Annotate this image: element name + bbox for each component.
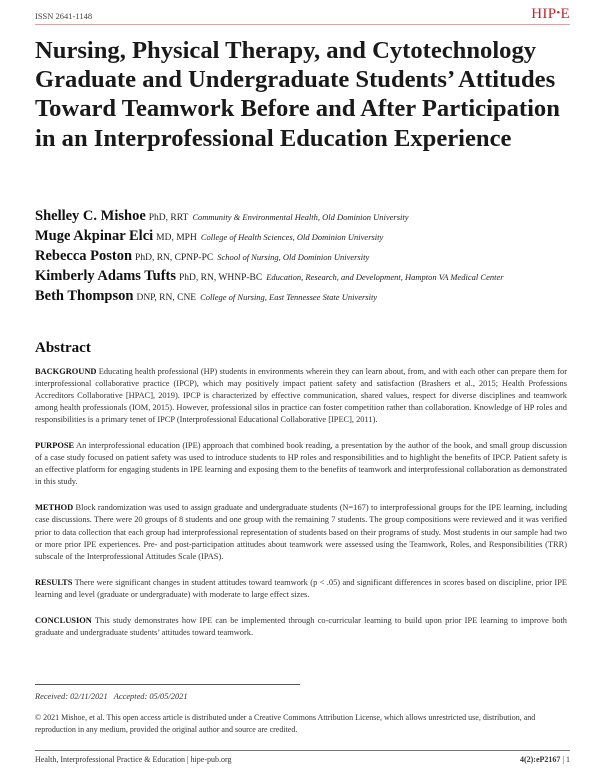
section-text: Block randomization was used to assign graduate and undergraduate students (N=167) to interprofessional groups for the IPE learning, including case discussions. There were 20 groups of 8 students and one group with the remaining 7 students. The group compositions were reviewed and it was verified prior to data collection that each group had interprofessional representation of students based on their programs of study. Most students in our sample had two or more prior IPE experiences. Pre- and post-participation attitudes about teamwork were assessed using the Teamwork, Roles, and Responsibilities (TRR) subscale of the Interprofessional Attitudes Scale (IPAS). <box>35 503 568 561</box>
article-dates <box>35 692 188 701</box>
section-label: RESULTS <box>35 577 73 587</box>
abstract-purpose <box>35 440 567 488</box>
page-number: | 1 <box>562 755 570 764</box>
abstract-background <box>35 366 567 426</box>
author-affiliation: School of Nursing, Old Dominion University <box>217 252 370 262</box>
received-date: 02/11/2021 <box>70 692 108 701</box>
author-entry <box>35 250 565 264</box>
issn-label: ISSN 2641-1148 <box>35 11 93 21</box>
logo-dot: • <box>556 7 561 19</box>
article-title: Nursing, Physical Therapy, and Cytotechnology Graduate and Undergraduate Students’ Attitudes Toward Teamwork Before and After Participation in an Interprofessional Education Experience <box>35 37 560 152</box>
abstract-body <box>35 366 567 653</box>
journal-logo <box>531 6 570 23</box>
author-credentials: PhD, RN, CPNP-PC <box>135 253 214 263</box>
author-name: Muge Akpinar Elci <box>35 228 154 244</box>
logo-left: HIP <box>531 6 557 22</box>
author-credentials: PhD, RRT <box>148 213 189 223</box>
header-rule <box>35 24 570 25</box>
author-affiliation: Community & Environmental Health, Old Dominion University <box>192 212 409 222</box>
journal-citation: Health, Interprofessional Practice & Education | hipe-pub.org <box>35 755 232 764</box>
accepted-label: Accepted: <box>113 692 148 701</box>
author-credentials: DNP, RN, CNE <box>136 293 197 303</box>
logo-right: E <box>560 6 570 22</box>
received-label: Received: <box>35 692 69 701</box>
abstract-conclusion <box>35 615 567 639</box>
page-footer <box>35 750 570 764</box>
author-entry <box>35 230 565 244</box>
author-name: Shelley C. Mishoe <box>35 208 146 224</box>
author-entry <box>35 270 565 284</box>
abstract-method <box>35 502 567 562</box>
author-name: Beth Thompson <box>35 288 134 304</box>
volume-issue: 4(2):eP2167 <box>519 755 561 764</box>
author-credentials: MD, MPH <box>156 233 197 243</box>
author-affiliation: College of Health Sciences, Old Dominion University <box>200 232 384 242</box>
author-entry <box>35 290 565 304</box>
author-list <box>35 210 565 310</box>
dates-rule <box>35 684 300 685</box>
accepted-date: 05/05/2021 <box>149 692 188 701</box>
section-text: An interprofessional education (IPE) approach that combined book reading, a presentation by the author of the book, and small group discussion of a case study focused on patient safety was used to introduce students to HP roles and responsibilities and to highlight the benefits of IPCP. Patient safety is an effective platform for engaging students in IPE learning and exposing them to the benefits of teamwork and interprofessional collaboration as demonstrated in this study. <box>35 441 567 487</box>
section-text: This study demonstrates how IPE can be implemented through co-curricular learning to build upon prior IPE learning to improve both graduate and undergraduate students’ attitudes toward teamwork. <box>35 615 567 637</box>
abstract-heading: Abstract <box>35 340 91 356</box>
abstract-results <box>35 577 567 601</box>
author-credentials: PhD, RN, WHNP-BC <box>179 273 263 283</box>
section-label: METHOD <box>35 503 74 513</box>
section-label: PURPOSE <box>35 441 75 451</box>
section-label: BACKGROUND <box>35 367 97 376</box>
author-name: Rebecca Poston <box>35 248 133 264</box>
page-info <box>520 755 570 764</box>
author-affiliation: Education, Research, and Development, Hampton VA Medical Center <box>266 272 504 282</box>
author-name: Kimberly Adams Tufts <box>35 268 176 284</box>
author-affiliation: College of Nursing, East Tennessee State University <box>200 292 378 302</box>
license-statement: © 2021 Mishoe, et al. This open access article is distributed under a Creative Commons Attribution License, which allows unrestricted use, distribution, and reproduction in any medium, provided the original author and source are credited. <box>35 713 536 734</box>
section-label: CONCLUSION <box>35 615 92 625</box>
author-entry <box>35 210 565 224</box>
section-text: There were significant changes in student attitudes toward teamwork (p < .05) and significant differences in scores based on discipline, prior IPE learning and level (graduate or undergraduate) with moderate to large effect sizes. <box>35 577 567 599</box>
section-text: Educating health professional (HP) students in environments wherein they can learn about, from, and with each other can prepare them for interprofessional collaborative practice (IPCP), which may positively impact patient safety and satisfaction (Brashers et al., 2015; Health Professions Accreditors Collaborative [HPAC], 2019). IPCP is characterized by effective communication, shared values, respect for diverse disciplines and teamwork among health professionals (IOM, 2015). However, professional silos in practice can foster competition rather than collaboration. Knowledge of HP roles and responsibilities is a primary tenet of IPCP (Interprofessional Educational Collaborative [IPEC], 2011). <box>35 367 567 425</box>
